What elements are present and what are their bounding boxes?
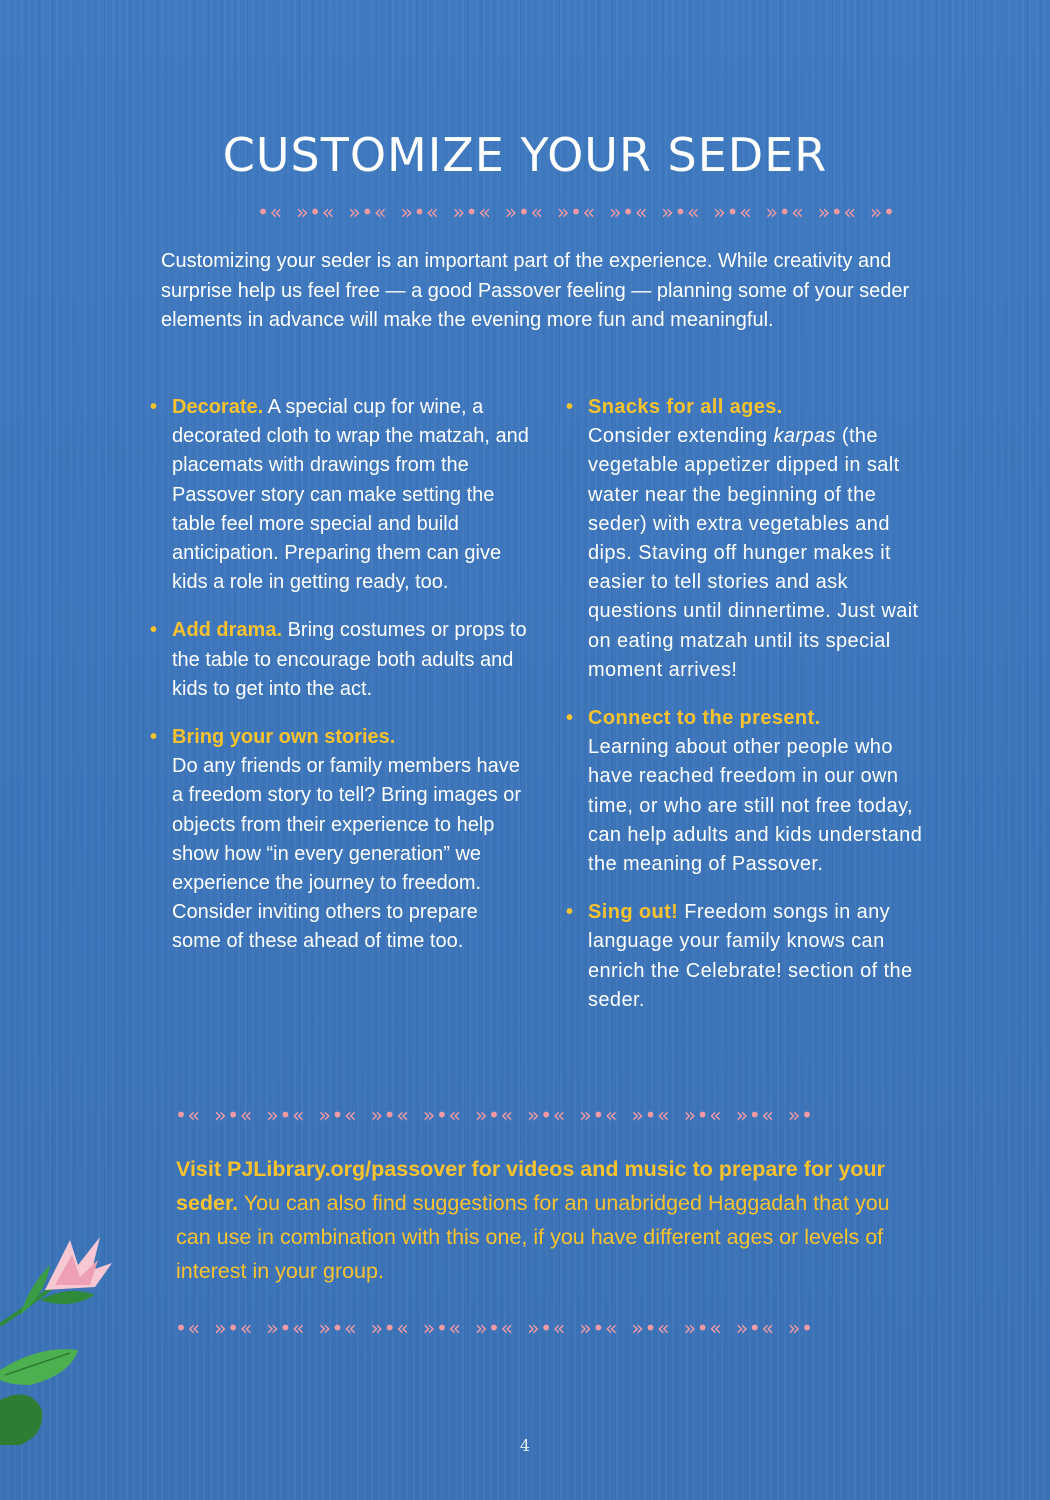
bullet-connect xyxy=(566,704,936,879)
bullet-icon: • xyxy=(150,396,158,418)
bullet-body-italic: karpas xyxy=(773,425,836,448)
cta-strong: Visit PJLibrary.org/passover for videos and music to prepare for your seder. xyxy=(176,1157,885,1215)
cta-body: You can also find suggestions for an unabridged Haggadah that you can use in combination with this one, if you have different ages or levels of interest in your group. xyxy=(176,1191,890,1283)
page-number: 4 xyxy=(519,1436,531,1455)
flower-illustration-icon xyxy=(0,1225,120,1445)
bullet-lead: Snacks for all ages. xyxy=(588,396,783,418)
bullet-body: Freedom songs in any language your family knows can enrich the Celebrate! section of the seder. xyxy=(588,901,913,1011)
decorative-border-middle: •« »•« »•« »•« »•« »•« »•« »•« »•« »•« »•« »•« »• xyxy=(175,1103,815,1127)
bullet-body: Do any friends or family members have a freedom story to tell? Bring images or objects from their experience to help show how “in every generation” we experience the journey to freedom. Consider inviting others to prepare some of these ahead of time too. xyxy=(172,755,522,953)
page-title: CUSTOMIZE YOUR SEDER xyxy=(222,128,828,182)
intro-paragraph: Customizing your seder is an important part of the experience. While creativity and surprise help us feel free — a good Passover feeling — planning some of your seder elements in advance will make the evening more fun and meaningful. xyxy=(161,250,910,331)
bullet-lead: Add drama. xyxy=(172,619,283,642)
bullet-sing-out xyxy=(566,898,936,1015)
bullet-lead: Connect to the present. xyxy=(588,707,821,730)
bullet-icon: • xyxy=(566,707,574,730)
bullet-body: Bring costumes or props to the table to encourage both adults and kids to get into the act. xyxy=(172,619,527,700)
bullet-snacks xyxy=(566,393,936,685)
bullet-lead: Sing out! xyxy=(588,901,679,924)
left-column xyxy=(150,393,530,976)
bullet-icon: • xyxy=(566,396,574,418)
bullet-lead: Decorate. xyxy=(172,396,264,418)
bullet-body: (the vegetable appetizer dipped in salt water near the beginning of the seder) with extra vegetables and dips. Staving off hunger makes it easier to tell stories and ask questions until dinnertime. Just wait on eating matzah until its special moment arrives! xyxy=(588,425,919,681)
bullet-bring-stories xyxy=(150,723,530,957)
bullet-decorate xyxy=(150,393,530,597)
bullet-icon: • xyxy=(566,901,574,924)
bullet-body: Consider extending xyxy=(588,425,774,448)
decorative-border-top: •« »•« »•« »•« »•« »•« »•« »•« »•« »•« »•« »•« »• xyxy=(257,200,897,224)
right-column xyxy=(566,393,936,1034)
decorative-border-bottom: •« »•« »•« »•« »•« »•« »•« »•« »•« »•« »•« »•« »• xyxy=(175,1316,815,1340)
bullet-body: Learning about other people who have reached freedom in our own time, or who are still not free today, can help adults and kids understand the meaning of Passover. xyxy=(588,736,923,876)
bullet-icon: • xyxy=(150,619,158,642)
bullet-add-drama xyxy=(150,616,530,704)
bullet-body: A special cup for wine, a decorated cloth to wrap the matzah, and placemats with drawings from the Passover story can make setting the table feel more special and build anticipation. Preparing them can give kids a role in getting ready, too. xyxy=(172,396,529,594)
bullet-lead: Bring your own stories. xyxy=(172,726,396,749)
bullet-icon: • xyxy=(150,726,158,749)
cta-paragraph xyxy=(176,1152,916,1288)
